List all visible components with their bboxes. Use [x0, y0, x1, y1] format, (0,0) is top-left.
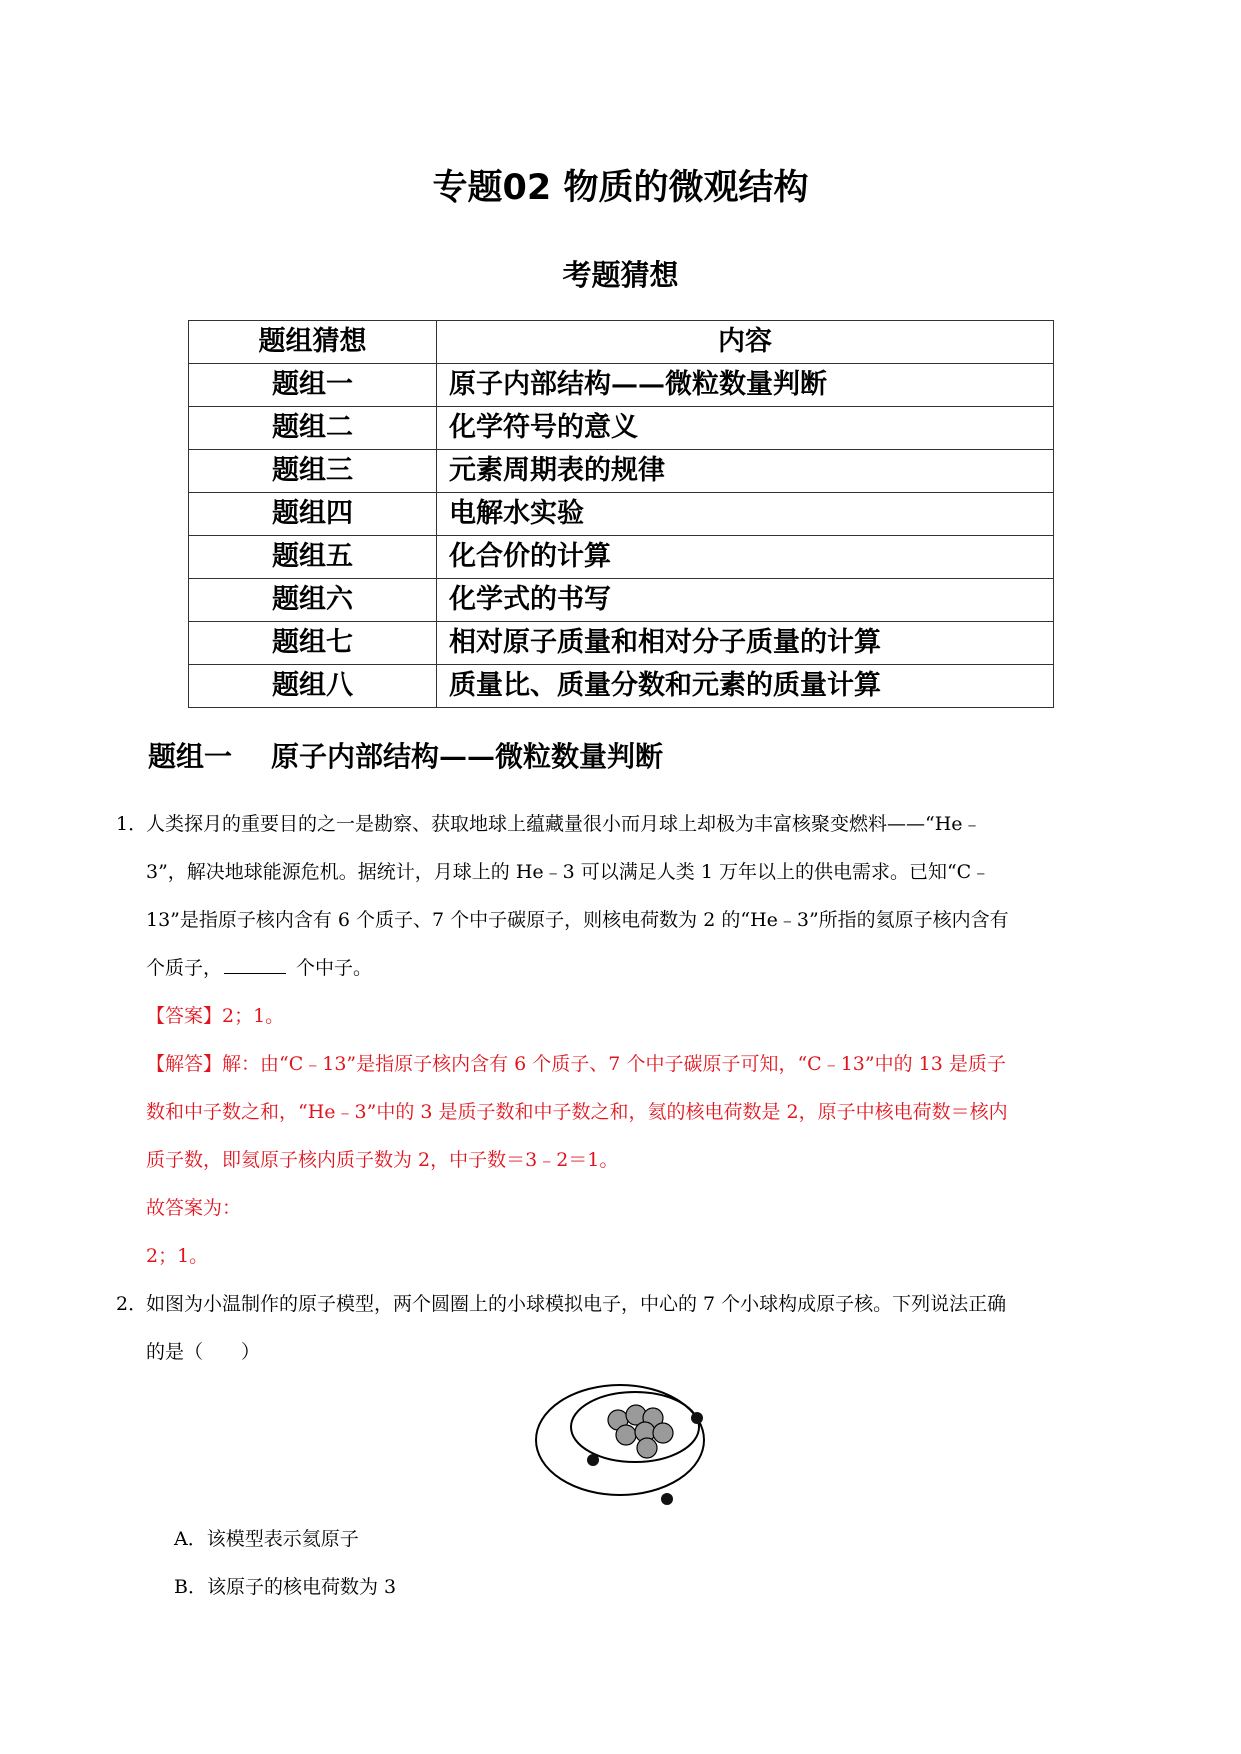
table-row	[189, 407, 1054, 450]
table-header-group: 题组猜想	[189, 321, 437, 364]
table-cell-content: 化学式的书写	[437, 579, 1054, 622]
therefore-text: 故答案为：	[146, 1197, 242, 1219]
analysis-line: 质子数，即氦原子核内质子数为 2，中子数＝3﹣2＝1。	[146, 1149, 619, 1171]
table-row	[189, 450, 1054, 493]
table-header-content: 内容	[437, 321, 1054, 364]
table-cell-content: 化学符号的意义	[437, 407, 1054, 450]
atom-model-figure	[535, 1370, 705, 1510]
question-text-line	[146, 953, 372, 980]
question-text-line: 如图为小温制作的原子模型，两个圆圈上的小球模拟电子，中心的 7 个小球构成原子核。下列说法正确	[146, 1293, 1007, 1315]
table-cell-content: 质量比、质量分数和元素的质量计算	[437, 665, 1054, 708]
table-row	[189, 665, 1054, 708]
table-cell-group: 题组六	[189, 579, 437, 622]
question-text-line: 13”是指原子核内含有 6 个质子、7 个中子碳原子，则核电荷数为 2 的“He﹣3”所指的氦原子核内含有	[146, 909, 1009, 931]
page-subtitle: 考题猜想	[562, 258, 679, 292]
table-row	[189, 536, 1054, 579]
table-cell-content: 元素周期表的规律	[437, 450, 1054, 493]
table-cell-group: 题组一	[189, 364, 437, 407]
table-cell-group: 题组三	[189, 450, 437, 493]
question-text-line: 的是（ ）	[146, 1341, 261, 1363]
option-b: B．该原子的核电荷数为 3	[174, 1576, 397, 1598]
question-text-line: 3”，解决地球能源危机。据统计，月球上的 He﹣3 可以满足人类 1 万年以上的供电需求。已知“C﹣	[146, 861, 991, 883]
table-row	[189, 364, 1054, 407]
table-cell-group: 题组四	[189, 493, 437, 536]
section-heading: 题组一 原子内部结构——微粒数量判断	[148, 740, 663, 773]
nucleus	[608, 1405, 673, 1458]
table-cell-group: 题组七	[189, 622, 437, 665]
table-cell-group: 题组五	[189, 536, 437, 579]
table-cell-content: 原子内部结构——微粒数量判断	[437, 364, 1054, 407]
question-text: 个中子。	[290, 957, 373, 979]
analysis-line: 数和中子数之和，“He﹣3”中的 3 是质子数和中子数之和，氦的核电荷数是 2，原子中核电荷数＝核内	[146, 1101, 1008, 1123]
topic-guess-table	[188, 320, 1054, 708]
table-cell-group: 题组二	[189, 407, 437, 450]
analysis-line: 【解答】解：由“C﹣13”是指原子核内含有 6 个质子、7 个中子碳原子可知，“C﹣13”中的 13 是质子	[146, 1053, 1006, 1075]
table-cell-group: 题组八	[189, 665, 437, 708]
page-title: 专题02 物质的微观结构	[432, 168, 809, 208]
answer-blank	[224, 955, 286, 974]
question-text: 个质子，	[146, 957, 223, 979]
option-a: A．该模型表示氦原子	[174, 1528, 359, 1550]
table-row	[189, 579, 1054, 622]
table-cell-content: 化合价的计算	[437, 536, 1054, 579]
final-answer: 2；1。	[146, 1245, 209, 1267]
inner-orbit	[571, 1392, 699, 1462]
table-row	[189, 622, 1054, 665]
table-header-row	[189, 321, 1054, 364]
answer-text: 【答案】2；1。	[146, 1005, 285, 1027]
question-text-line: 人类探月的重要目的之一是勘察、获取地球上蕴藏量很小而月球上却极为丰富核聚变燃料——“He﹣	[146, 813, 982, 835]
question-number: 1．	[116, 813, 148, 835]
question-number: 2．	[116, 1293, 148, 1315]
table-row	[189, 493, 1054, 536]
table-cell-content: 相对原子质量和相对分子质量的计算	[437, 622, 1054, 665]
table-cell-content: 电解水实验	[437, 493, 1054, 536]
